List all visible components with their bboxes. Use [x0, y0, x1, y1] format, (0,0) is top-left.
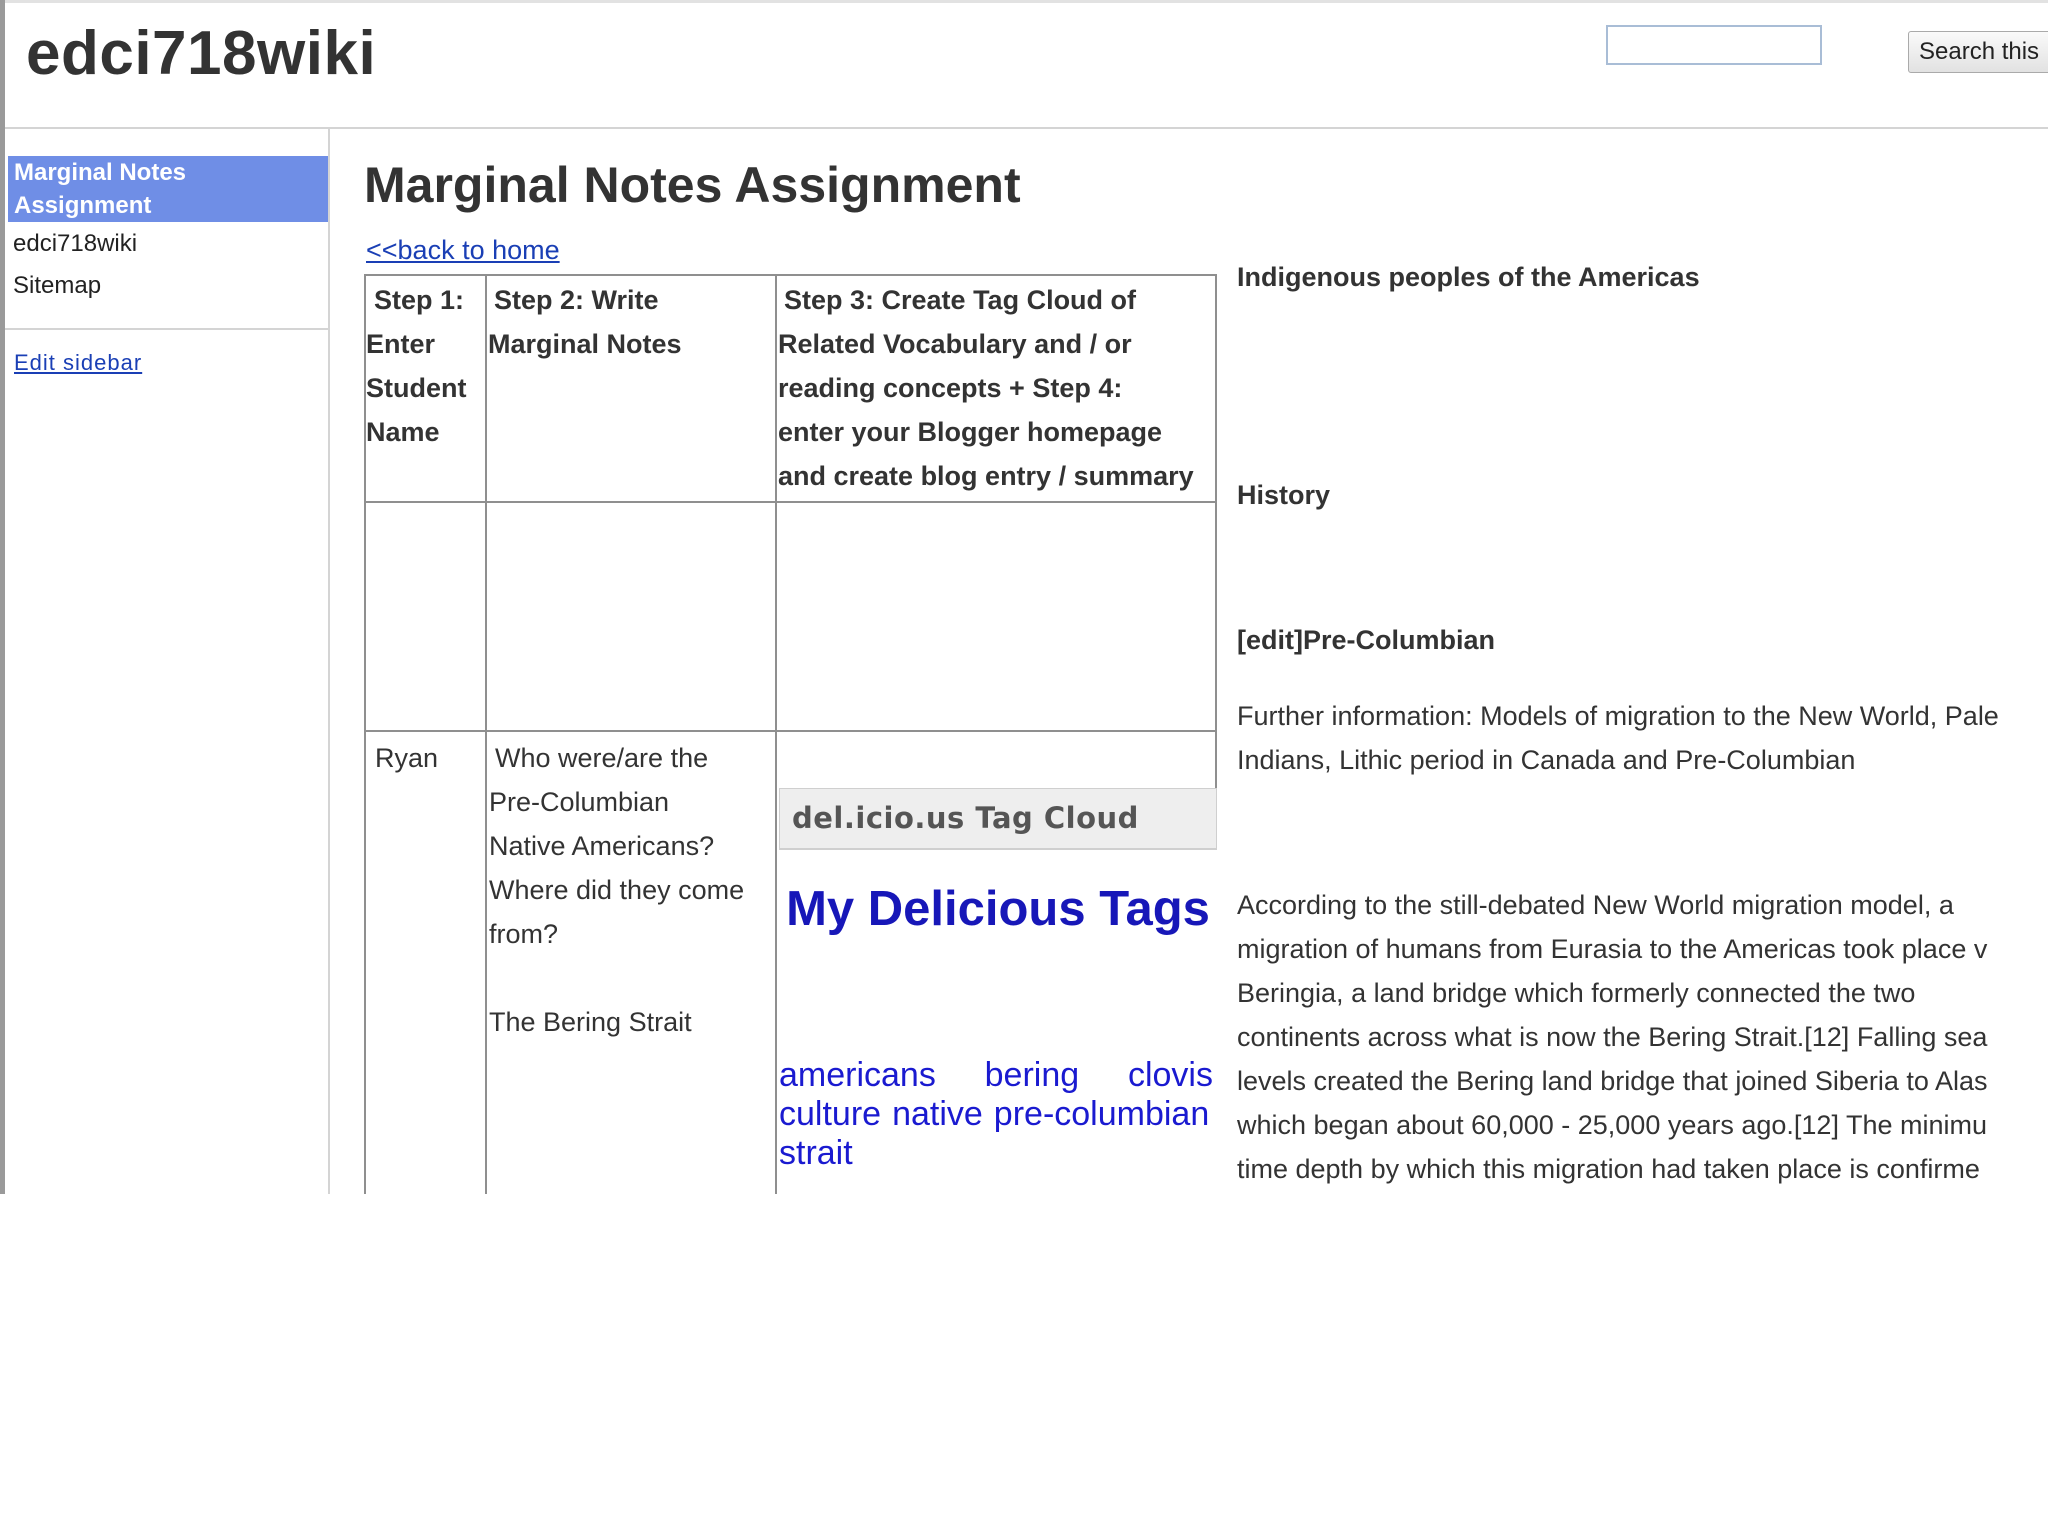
tag-link[interactable]: culture: [779, 1095, 882, 1133]
article-line: time depth by which this migration had taken place is confirme: [1237, 1154, 1980, 1184]
article-line: continents across what is now the Bering Strait.[12] Falling sea: [1237, 1022, 1988, 1052]
page-title: Marginal Notes Assignment: [364, 157, 1021, 213]
article-line: migration of humans from Eurasia to the Americas took place v: [1237, 934, 1988, 964]
tag-link[interactable]: native: [892, 1095, 983, 1133]
header-step2: [488, 278, 682, 366]
article-subsection-heading: [edit]Pre-Columbian: [1237, 625, 1496, 655]
header-step3-line: and create blog entry / summary: [778, 461, 1194, 491]
article-line: Indians, Lithic period in Canada and Pre-Columbian: [1237, 745, 1856, 775]
search-button[interactable]: Search this: [1908, 31, 2048, 73]
article-line: According to the still-debated New World migration model, a: [1237, 890, 1954, 920]
header-step3-line: reading concepts + Step 4:: [778, 373, 1123, 403]
tag-cloud-title[interactable]: My Delicious Tags: [786, 882, 1210, 936]
header-step1-line: Name: [366, 417, 440, 447]
sidebar-item-sitemap[interactable]: Sitemap: [13, 272, 102, 299]
note-line: Native Americans?: [489, 831, 715, 861]
note-line: Where did they come: [489, 875, 745, 905]
sidebar-item-marginal-notes[interactable]: Marginal Notes Assignment: [8, 156, 328, 222]
table-col-divider: [485, 274, 487, 1194]
top-border: [0, 0, 2048, 3]
note-line: Pre-Columbian: [489, 787, 670, 817]
search-input[interactable]: [1606, 25, 1822, 65]
header-step3-line: Step 3: Create Tag Cloud of: [784, 285, 1137, 315]
article-line: which began about 60,000 - 25,000 years ago.[12] The minimu: [1237, 1110, 1988, 1140]
header-step3-line: Related Vocabulary and / or: [778, 329, 1132, 359]
note-line: Who were/are the: [495, 743, 709, 773]
sidebar-separator: [5, 328, 329, 330]
tag-cloud-header: del.icio.us Tag Cloud: [779, 788, 1217, 850]
article-paragraph: [1237, 883, 1987, 1191]
header-step1: [366, 278, 467, 454]
tag-link[interactable]: strait: [779, 1134, 853, 1172]
table-row-divider: [364, 501, 1217, 503]
tag-list: [779, 1056, 1213, 1173]
delicious-tag-cloud-widget: [779, 788, 1217, 1194]
edit-sidebar-link[interactable]: Edit sidebar: [14, 350, 143, 375]
marginal-notes-cell[interactable]: [489, 736, 744, 1044]
header-step1-line: Student: [366, 373, 467, 403]
header-step1-line: Step 1:: [374, 285, 465, 315]
further-information-text: [1237, 694, 1999, 782]
note-line: from?: [489, 919, 559, 949]
table-col-divider: [775, 274, 777, 1194]
header-step2-line: Step 2: Write: [494, 285, 659, 315]
header-step3: [778, 278, 1194, 498]
student-name-cell[interactable]: Ryan: [375, 743, 439, 773]
site-title[interactable]: edci718wiki: [26, 19, 377, 88]
header-step3-line: enter your Blogger homepage: [778, 417, 1163, 447]
header-step1-line: Enter: [366, 329, 436, 359]
tag-link[interactable]: pre-columbian: [993, 1095, 1210, 1133]
table-row-divider: [364, 730, 1217, 732]
back-to-home-link[interactable]: <<back to home: [366, 235, 560, 265]
tag-link[interactable]: bering: [984, 1056, 1080, 1094]
article-section-heading: History: [1237, 480, 1331, 510]
note-line: The Bering Strait: [489, 1007, 692, 1037]
tag-link[interactable]: clovis: [1127, 1056, 1213, 1094]
tag-link[interactable]: americans: [779, 1056, 936, 1094]
article-line: levels created the Bering land bridge that joined Siberia to Alas: [1237, 1066, 1988, 1096]
sidebar-item-edci718wiki[interactable]: edci718wiki: [13, 230, 138, 257]
article-heading: Indigenous peoples of the Americas: [1237, 262, 1700, 292]
header-step2-line: Marginal Notes: [488, 329, 682, 359]
table-border-top: [364, 274, 1217, 276]
article-line: Further information: Models of migration to the New World, Pale: [1237, 701, 1999, 731]
sidebar-border: [328, 129, 330, 1194]
table-border-right: [1215, 274, 1217, 790]
article-line: Beringia, a land bridge which formerly connected the two: [1237, 978, 1916, 1008]
